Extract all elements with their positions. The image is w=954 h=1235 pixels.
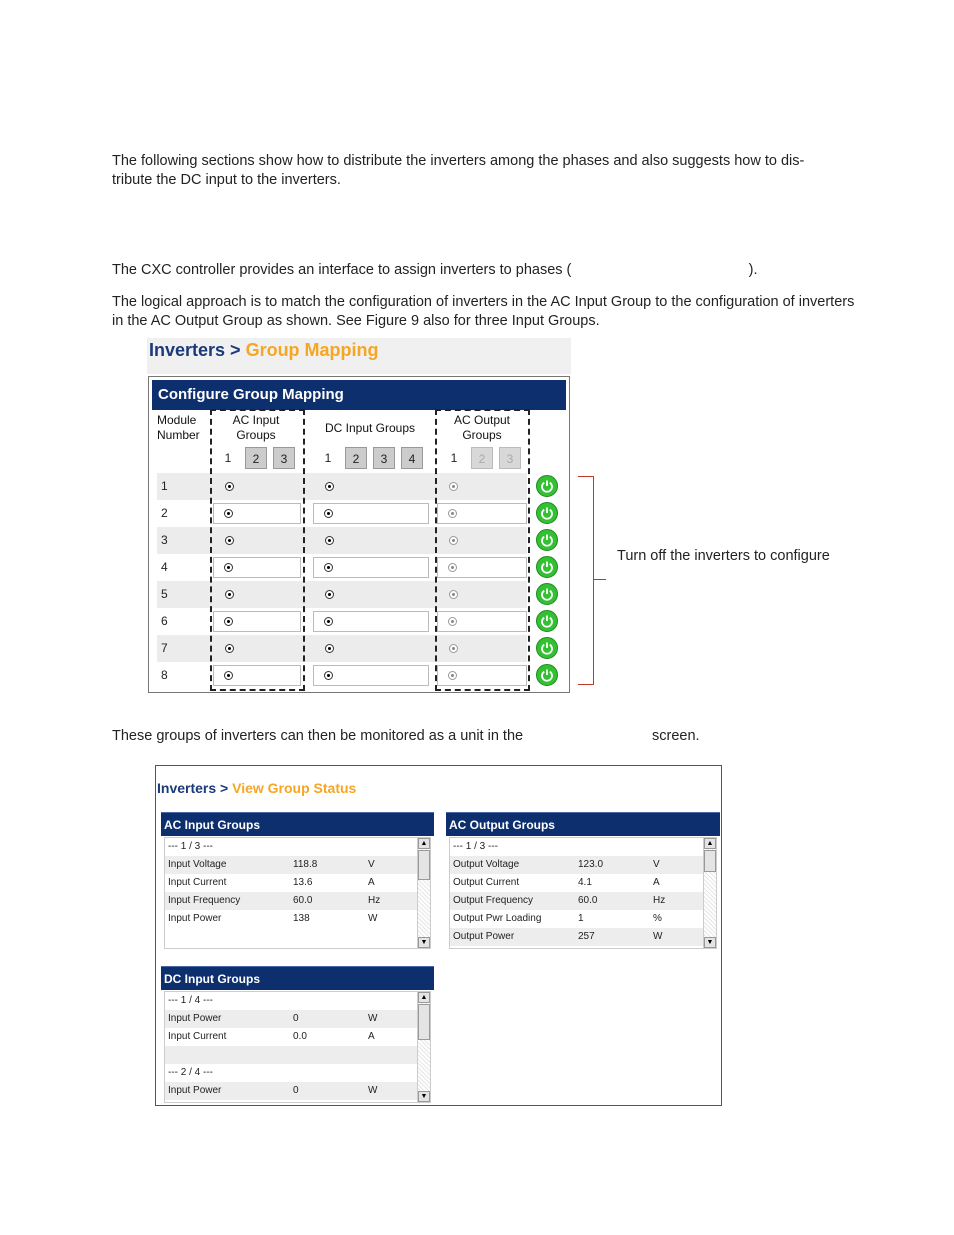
list-item [450, 856, 716, 874]
module-number: 5 [161, 587, 168, 601]
row-label: Input Current [168, 877, 227, 888]
module-number: 6 [161, 614, 168, 628]
row-label: --- 2 / 4 --- [168, 1067, 213, 1078]
row-value: 1 [578, 913, 584, 924]
ac-input-groups-panel [161, 812, 434, 952]
ac-input-group-button-1[interactable]: 1 [217, 447, 239, 469]
power-icon[interactable] [536, 664, 558, 686]
panel-list [449, 837, 717, 949]
ac-input-group-outline [210, 409, 305, 691]
row-unit: W [368, 913, 378, 924]
row-value: 0.0 [293, 1031, 307, 1042]
breadcrumb-root[interactable]: Inverters [157, 780, 217, 796]
scroll-up-arrow-icon[interactable]: ▲ [704, 838, 716, 849]
row-label: Output Pwr Loading [453, 913, 542, 924]
breadcrumb-current: View Group Status [232, 780, 357, 796]
scrollbar[interactable] [417, 838, 430, 948]
panel-title: AC Output Groups [446, 812, 720, 836]
column-header-ac-input-groups: AC Input Groups [232, 413, 280, 442]
dc-input-cell [313, 584, 429, 605]
scroll-down-arrow-icon[interactable]: ▼ [418, 937, 430, 948]
module-number: 4 [161, 560, 168, 574]
row-unit: Hz [653, 895, 666, 906]
dc-input-group-button-3[interactable]: 3 [373, 447, 395, 469]
column-header-module-number: Module Number [157, 413, 200, 442]
panel-list [164, 991, 431, 1103]
list-item [165, 1046, 430, 1064]
callout-text: Turn off the inverters to configure [617, 548, 830, 564]
breadcrumb-separator: > [216, 780, 233, 796]
dc-input-group-buttons [317, 447, 429, 469]
row-label: Input Power [168, 1013, 222, 1024]
dc-input-radio[interactable] [325, 590, 334, 599]
row-label: --- 1 / 3 --- [453, 841, 498, 852]
column-header-ac-output-groups: AC Output Groups [453, 413, 511, 442]
list-item [165, 892, 430, 910]
dc-input-groups-panel [161, 966, 434, 1104]
row-unit: Hz [368, 895, 381, 906]
power-icon[interactable] [536, 583, 558, 605]
power-icon[interactable] [536, 475, 558, 497]
scrollbar[interactable] [417, 992, 430, 1102]
configure-group-mapping-panel [148, 376, 570, 693]
dc-input-group-button-2[interactable]: 2 [345, 447, 367, 469]
row-unit: V [653, 859, 660, 870]
row-unit: A [368, 877, 375, 888]
ac-input-group-button-2[interactable]: 2 [245, 447, 267, 469]
dc-input-radio[interactable] [324, 617, 333, 626]
row-value: 257 [578, 931, 595, 942]
list-item [165, 1064, 430, 1082]
list-item [165, 910, 430, 928]
row-value: 60.0 [293, 895, 313, 906]
row-unit: W [368, 1085, 378, 1096]
list-item [165, 1010, 430, 1028]
row-value: 13.6 [293, 877, 313, 888]
ac-output-group-button-2: 2 [471, 447, 493, 469]
panel-title: DC Input Groups [161, 966, 434, 990]
row-label: --- 1 / 4 --- [168, 995, 213, 1006]
dc-input-group-button-1[interactable]: 1 [317, 447, 339, 469]
list-item [165, 992, 430, 1010]
row-label: Input Frequency [168, 895, 241, 906]
module-number: 7 [161, 641, 168, 655]
ac-output-group-button-1[interactable]: 1 [443, 447, 465, 469]
row-unit: A [653, 877, 660, 888]
dc-input-group-button-4[interactable]: 4 [401, 447, 423, 469]
group-mapping-breadcrumb-bar [147, 338, 571, 374]
intro-paragraph-4: These groups of inverters can then be monitored as a unit in the screen. [112, 728, 700, 744]
row-value: 4.1 [578, 877, 592, 888]
column-header-dc-input-groups: DC Input Groups [324, 421, 416, 435]
scroll-down-arrow-icon[interactable]: ▼ [704, 937, 716, 948]
row-value: 123.0 [578, 859, 604, 870]
row-unit: % [653, 913, 662, 924]
dc-input-radio[interactable] [324, 563, 333, 572]
list-item [165, 874, 430, 892]
module-number: 8 [161, 668, 168, 682]
row-value: 0 [293, 1085, 299, 1096]
row-label: Output Power [453, 931, 515, 942]
row-label: Output Voltage [453, 859, 520, 870]
intro-paragraph-2: The CXC controller provides an interface to assign inverters to phases ( ). [112, 262, 758, 278]
dc-input-radio[interactable] [324, 509, 333, 518]
row-label: --- 1 / 3 --- [168, 841, 213, 852]
dc-input-cell [313, 638, 429, 659]
ac-output-group-button-3: 3 [499, 447, 521, 469]
scrollbar[interactable] [703, 838, 716, 948]
scroll-down-arrow-icon[interactable]: ▼ [418, 1091, 430, 1102]
list-item [450, 838, 716, 856]
dc-input-cell [313, 611, 429, 632]
ac-input-group-button-3[interactable]: 3 [273, 447, 295, 469]
breadcrumb-separator: > [225, 340, 246, 360]
power-icon[interactable] [536, 556, 558, 578]
scroll-thumb[interactable] [704, 850, 716, 872]
panel-title: AC Input Groups [161, 812, 434, 836]
list-item [165, 838, 430, 856]
breadcrumb-current: Group Mapping [245, 340, 379, 360]
row-label: Output Current [453, 877, 520, 888]
scroll-thumb[interactable] [418, 850, 430, 880]
list-item [165, 1028, 430, 1046]
power-icon[interactable] [536, 610, 558, 632]
intro-paragraph-3: The logical approach is to match the configuration of inverters in the AC Input Group to the configuration of inverters in the AC Output Group as shown. See Figure 9 also for three Input Groups. [112, 294, 855, 329]
dc-input-radio[interactable] [324, 671, 333, 680]
list-item [165, 856, 430, 874]
row-unit: V [368, 859, 375, 870]
dc-input-cell [313, 476, 429, 497]
scroll-up-arrow-icon[interactable]: ▲ [418, 992, 430, 1003]
list-item [450, 910, 716, 928]
dc-input-radio[interactable] [325, 536, 334, 545]
ac-output-groups-panel [446, 812, 721, 952]
dc-input-cell [313, 557, 429, 578]
row-unit: W [653, 931, 663, 942]
dc-input-cell [313, 503, 429, 524]
scroll-up-arrow-icon[interactable]: ▲ [418, 838, 430, 849]
row-value: 138 [293, 913, 310, 924]
row-label: Input Power [168, 913, 222, 924]
scroll-thumb[interactable] [418, 1004, 430, 1040]
row-value: 60.0 [578, 895, 598, 906]
module-number: 3 [161, 533, 168, 547]
callout-bracket [578, 476, 594, 685]
list-item [165, 1082, 430, 1100]
breadcrumb-root[interactable]: Inverters [149, 340, 226, 360]
row-label: Input Voltage [168, 859, 227, 870]
ac-output-group-outline [435, 409, 530, 691]
panel-title: Configure Group Mapping [152, 380, 566, 410]
breadcrumb [157, 780, 356, 796]
power-icon[interactable] [536, 502, 558, 524]
list-item [450, 892, 716, 910]
power-icon[interactable] [536, 529, 558, 551]
dc-input-radio[interactable] [325, 644, 334, 653]
row-unit: W [368, 1013, 378, 1024]
row-label: Output Frequency [453, 895, 534, 906]
dc-input-cell [313, 665, 429, 686]
breadcrumb [149, 340, 379, 361]
intro-paragraph-1: The following sections show how to distribute the inverters among the phases and also suggests how to dis- tribute the DC input to the inverters. [112, 153, 805, 188]
dc-input-cell [313, 530, 429, 551]
list-item [450, 928, 716, 946]
view-group-status-screen [155, 765, 722, 1106]
dc-input-radio[interactable] [325, 482, 334, 491]
row-label: Input Power [168, 1085, 222, 1096]
row-unit: A [368, 1031, 375, 1042]
panel-list [164, 837, 431, 949]
list-item [450, 874, 716, 892]
power-icon[interactable] [536, 637, 558, 659]
module-number: 1 [161, 479, 168, 493]
module-number: 2 [161, 506, 168, 520]
row-label: Input Current [168, 1031, 227, 1042]
callout-bracket-tick [594, 579, 606, 580]
row-value: 0 [293, 1013, 299, 1024]
row-value: 118.8 [293, 859, 318, 870]
